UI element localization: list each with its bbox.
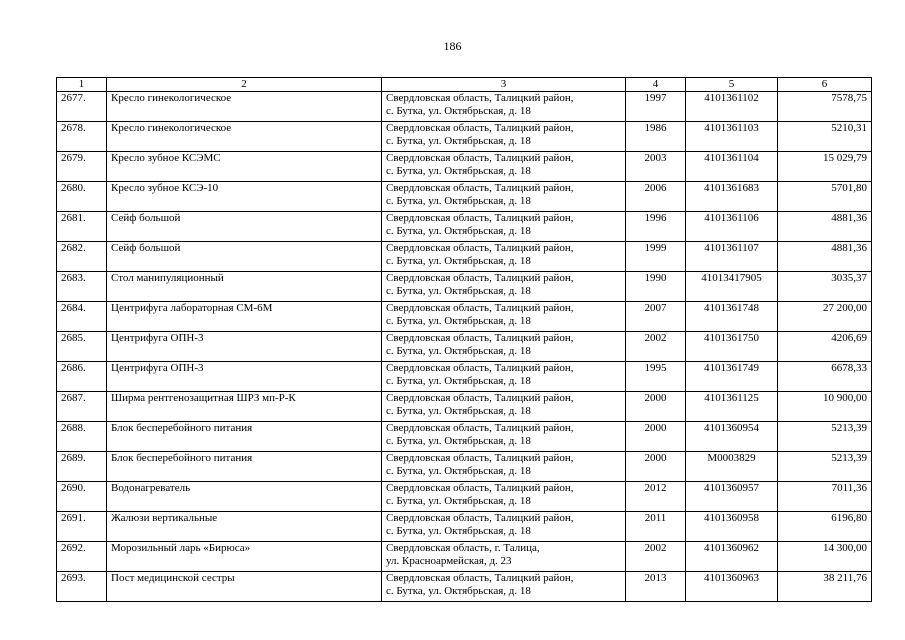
item-name-cell: Пост медицинской сестры	[107, 572, 382, 602]
row-number-cell: 2680.	[57, 182, 107, 212]
row-number-cell: 2681.	[57, 212, 107, 242]
item-name-cell: Кресло гинекологическое	[107, 92, 382, 122]
item-name-cell: Блок бесперебойного питания	[107, 452, 382, 482]
column-header-inventory: 5	[686, 78, 778, 92]
inventory-number-cell: 4101361749	[686, 362, 778, 392]
row-number-cell: 2688.	[57, 422, 107, 452]
year-cell: 2003	[626, 152, 686, 182]
address-cell	[382, 182, 626, 212]
item-name-cell: Сейф большой	[107, 212, 382, 242]
table-row	[57, 572, 872, 602]
item-name-cell: Стол манипуляционный	[107, 272, 382, 302]
cost-cell: 7578,75	[778, 92, 872, 122]
row-number-cell: 2691.	[57, 512, 107, 542]
inventory-number-cell: 4101361103	[686, 122, 778, 152]
inventory-number-cell: 4101361106	[686, 212, 778, 242]
table-row	[57, 272, 872, 302]
row-number-cell: 2678.	[57, 122, 107, 152]
address-line-2: с. Бутка, ул. Октябрьская, д. 18	[386, 195, 531, 207]
item-name-cell: Ширма рентгенозащитная ШРЗ мп-Р-К	[107, 392, 382, 422]
item-name-cell: Кресло зубное КСЭМС	[107, 152, 382, 182]
year-cell: 1996	[626, 212, 686, 242]
table-row	[57, 422, 872, 452]
address-cell	[382, 572, 626, 602]
table-row	[57, 452, 872, 482]
inventory-number-cell: 4101361748	[686, 302, 778, 332]
cost-cell: 14 300,00	[778, 542, 872, 572]
address-cell	[382, 422, 626, 452]
address-line-2: с. Бутка, ул. Октябрьская, д. 18	[386, 345, 531, 357]
cost-cell: 38 211,76	[778, 572, 872, 602]
table-row	[57, 512, 872, 542]
year-cell: 2002	[626, 332, 686, 362]
address-cell	[382, 482, 626, 512]
address-line-1: Свердловская область, Талицкий район,	[386, 452, 574, 464]
item-name-cell: Центрифуга ОПН-3	[107, 332, 382, 362]
table-header	[57, 78, 872, 92]
address-cell	[382, 152, 626, 182]
address-line-1: Свердловская область, Талицкий район,	[386, 302, 574, 314]
address-line-1: Свердловская область, Талицкий район,	[386, 512, 574, 524]
address-line-1: Свердловская область, Талицкий район,	[386, 362, 574, 374]
row-number-cell: 2682.	[57, 242, 107, 272]
table-row	[57, 332, 872, 362]
address-line-2: с. Бутка, ул. Октябрьская, д. 18	[386, 495, 531, 507]
column-header-address: 3	[382, 78, 626, 92]
address-line-2: с. Бутка, ул. Октябрьская, д. 18	[386, 165, 531, 177]
address-cell	[382, 242, 626, 272]
address-cell	[382, 452, 626, 482]
item-name-cell: Водонагреватель	[107, 482, 382, 512]
address-line-2: с. Бутка, ул. Октябрьская, д. 18	[386, 435, 531, 447]
year-cell: 1990	[626, 272, 686, 302]
column-header-number: 1	[57, 78, 107, 92]
row-number-cell: 2690.	[57, 482, 107, 512]
table-row	[57, 542, 872, 572]
table-row	[57, 122, 872, 152]
inventory-number-cell: М0003829	[686, 452, 778, 482]
address-line-2: с. Бутка, ул. Октябрьская, д. 18	[386, 585, 531, 597]
inventory-number-cell: 4101360954	[686, 422, 778, 452]
table-row	[57, 392, 872, 422]
row-number-cell: 2689.	[57, 452, 107, 482]
table-row	[57, 152, 872, 182]
cost-cell: 5213,39	[778, 452, 872, 482]
cost-cell: 6678,33	[778, 362, 872, 392]
row-number-cell: 2693.	[57, 572, 107, 602]
year-cell: 2007	[626, 302, 686, 332]
item-name-cell: Жалюзи вертикальные	[107, 512, 382, 542]
cost-cell: 7011,36	[778, 482, 872, 512]
item-name-cell: Центрифуга лабораторная СМ-6М	[107, 302, 382, 332]
year-cell: 1986	[626, 122, 686, 152]
inventory-number-cell: 4101361125	[686, 392, 778, 422]
inventory-number-cell: 41013417905	[686, 272, 778, 302]
page-number: 186	[443, 39, 462, 53]
inventory-number-cell: 4101361683	[686, 182, 778, 212]
cost-cell: 15 029,79	[778, 152, 872, 182]
row-number-cell: 2683.	[57, 272, 107, 302]
table-row	[57, 92, 872, 122]
cost-cell: 4206,69	[778, 332, 872, 362]
table-row	[57, 242, 872, 272]
address-line-1: Свердловская область, Талицкий район,	[386, 332, 574, 344]
address-line-2: с. Бутка, ул. Октябрьская, д. 18	[386, 225, 531, 237]
year-cell: 2000	[626, 422, 686, 452]
address-line-2: с. Бутка, ул. Октябрьская, д. 18	[386, 105, 531, 117]
year-cell: 1999	[626, 242, 686, 272]
inventory-number-cell: 4101360963	[686, 572, 778, 602]
inventory-number-cell: 4101361107	[686, 242, 778, 272]
address-cell	[382, 302, 626, 332]
year-cell: 2002	[626, 542, 686, 572]
row-number-cell: 2677.	[57, 92, 107, 122]
address-cell	[382, 542, 626, 572]
row-number-cell: 2687.	[57, 392, 107, 422]
row-number-cell: 2685.	[57, 332, 107, 362]
item-name-cell: Центрифуга ОПН-3	[107, 362, 382, 392]
row-number-cell: 2692.	[57, 542, 107, 572]
address-line-2: с. Бутка, ул. Октябрьская, д. 18	[386, 255, 531, 267]
inventory-number-cell: 4101360957	[686, 482, 778, 512]
address-line-2: с. Бутка, ул. Октябрьская, д. 18	[386, 405, 531, 417]
address-line-1: Свердловская область, г. Талица,	[386, 542, 540, 554]
inventory-number-cell: 4101361104	[686, 152, 778, 182]
table-row	[57, 212, 872, 242]
cost-cell: 10 900,00	[778, 392, 872, 422]
address-cell	[382, 92, 626, 122]
address-cell	[382, 332, 626, 362]
row-number-cell: 2679.	[57, 152, 107, 182]
year-cell: 2000	[626, 452, 686, 482]
cost-cell: 3035,37	[778, 272, 872, 302]
cost-cell: 5701,80	[778, 182, 872, 212]
address-cell	[382, 212, 626, 242]
address-line-1: Свердловская область, Талицкий район,	[386, 182, 574, 194]
year-cell: 2006	[626, 182, 686, 212]
address-cell	[382, 122, 626, 152]
column-header-year: 4	[626, 78, 686, 92]
address-line-2: с. Бутка, ул. Октябрьская, д. 18	[386, 315, 531, 327]
address-line-1: Свердловская область, Талицкий район,	[386, 122, 574, 134]
column-header-cost: 6	[778, 78, 872, 92]
address-line-1: Свердловская область, Талицкий район,	[386, 92, 574, 104]
year-cell: 2000	[626, 392, 686, 422]
address-line-2: с. Бутка, ул. Октябрьская, д. 18	[386, 375, 531, 387]
year-cell: 2011	[626, 512, 686, 542]
item-name-cell: Сейф большой	[107, 242, 382, 272]
address-cell	[382, 272, 626, 302]
cost-cell: 5210,31	[778, 122, 872, 152]
item-name-cell: Блок бесперебойного питания	[107, 422, 382, 452]
inventory-number-cell: 4101361750	[686, 332, 778, 362]
header-row	[57, 78, 872, 92]
address-line-1: Свердловская область, Талицкий район,	[386, 422, 574, 434]
address-line-2: с. Бутка, ул. Октябрьская, д. 18	[386, 285, 531, 297]
year-cell: 1997	[626, 92, 686, 122]
table-row	[57, 302, 872, 332]
address-line-2: с. Бутка, ул. Октябрьская, д. 18	[386, 525, 531, 537]
address-line-2: с. Бутка, ул. Октябрьская, д. 18	[386, 135, 531, 147]
column-header-name: 2	[107, 78, 382, 92]
address-line-1: Свердловская область, Талицкий район,	[386, 572, 574, 584]
cost-cell: 4881,36	[778, 212, 872, 242]
cost-cell: 27 200,00	[778, 302, 872, 332]
row-number-cell: 2686.	[57, 362, 107, 392]
cost-cell: 6196,80	[778, 512, 872, 542]
row-number-cell: 2684.	[57, 302, 107, 332]
address-line-1: Свердловская область, Талицкий район,	[386, 482, 574, 494]
year-cell: 2013	[626, 572, 686, 602]
item-name-cell: Кресло гинекологическое	[107, 122, 382, 152]
year-cell: 1995	[626, 362, 686, 392]
cost-cell: 5213,39	[778, 422, 872, 452]
address-line-1: Свердловская область, Талицкий район,	[386, 242, 574, 254]
cost-cell: 4881,36	[778, 242, 872, 272]
table-row	[57, 362, 872, 392]
year-cell: 2012	[626, 482, 686, 512]
address-line-1: Свердловская область, Талицкий район,	[386, 152, 574, 164]
address-line-2: с. Бутка, ул. Октябрьская, д. 18	[386, 465, 531, 477]
table-body	[57, 92, 872, 602]
property-registry-table	[56, 77, 872, 602]
table-row	[57, 182, 872, 212]
inventory-number-cell: 4101360958	[686, 512, 778, 542]
item-name-cell: Морозильный ларь «Бирюса»	[107, 542, 382, 572]
item-name-cell: Кресло зубное КСЭ-10	[107, 182, 382, 212]
address-cell	[382, 362, 626, 392]
address-cell	[382, 392, 626, 422]
address-line-1: Свердловская область, Талицкий район,	[386, 212, 574, 224]
address-line-1: Свердловская область, Талицкий район,	[386, 272, 574, 284]
table-row	[57, 482, 872, 512]
address-cell	[382, 512, 626, 542]
inventory-number-cell: 4101360962	[686, 542, 778, 572]
address-line-1: Свердловская область, Талицкий район,	[386, 392, 574, 404]
inventory-number-cell: 4101361102	[686, 92, 778, 122]
address-line-2: ул. Красноармейская, д. 23	[386, 555, 512, 567]
